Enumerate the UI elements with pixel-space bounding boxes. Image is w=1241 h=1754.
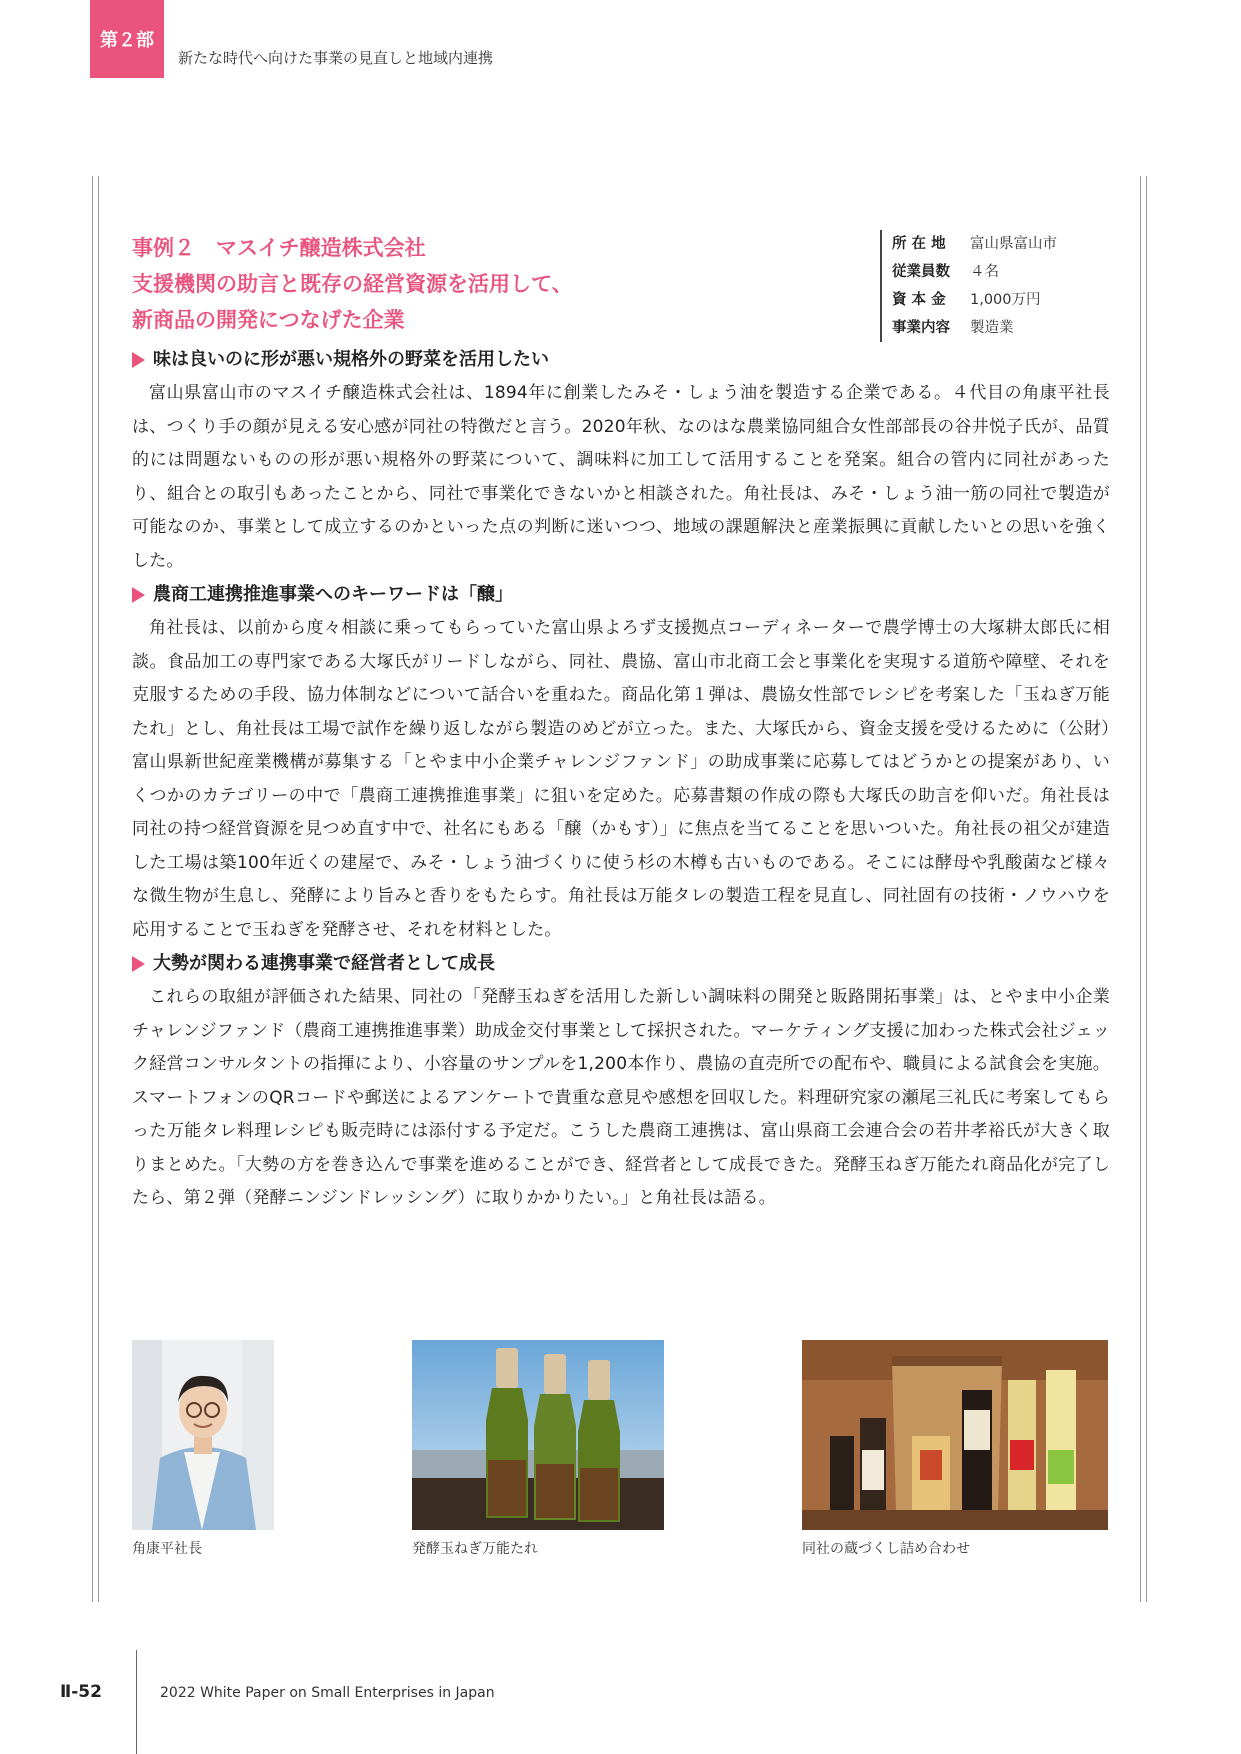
info-row-business: 事業内容 製造業: [892, 320, 1014, 336]
photo-caption-assortment: 同社の蔵づくし詰め合わせ: [802, 1541, 970, 1557]
photo-president: [132, 1340, 274, 1530]
product-assortment-image: [802, 1340, 1108, 1530]
triangle-bullet-icon: [132, 956, 145, 972]
photo-assortment: [802, 1340, 1108, 1530]
info-row-capital: 資 本 金 1,000万円: [892, 292, 1041, 308]
frame-right-bar: [1140, 176, 1147, 1602]
part-tab: [90, 0, 164, 78]
photo-onion-sauce: [412, 1340, 664, 1530]
case-title: [132, 230, 852, 338]
section-heading-3: 大勢が関わる連携事業で経営者として成長: [132, 951, 1110, 977]
frame-left-bar: [92, 176, 99, 1602]
photo-caption-onion-sauce: 発酵玉ねぎ万能たれ: [412, 1541, 538, 1557]
president-portrait-image: [132, 1340, 274, 1530]
case-title-line3: 新商品の開発につなげた企業: [132, 308, 405, 332]
photo-caption-president: 角康平社長: [132, 1541, 202, 1557]
info-row-employees: 従業員数 ４名: [892, 264, 999, 280]
case-title-line1: 事例２ マスイチ醸造株式会社: [132, 236, 426, 260]
triangle-bullet-icon: [132, 352, 145, 368]
section-paragraph-3: これらの取組が評価された結果、同社の「発酵玉ねぎを活用した新しい調味料の開発と販路開拓事業」は、とやま中小企業チャレンジファンド（農商工連携推進事業）助成金交付事業として採択された。マーケティング支援に加わった株式会社ジェック経営コンサルタントの指揮により、小容量のサンプルを1,200本作り、農協の直売所での配布や、職員による試食会を実施。スマートフォンのQRコードや郵送によるアンケートで貴重な意見や感想を回収した。料理研究家の瀬尾三礼氏に考案してもらった万能タレ料理レシピも販売時には添付する予定だ。こうした農商工連携は、富山県商工会連合会の若井孝裕氏が大きく取りまとめた。「大勢の方を巻き込んで事業を進めることができ、経営者として成長できた。発酵玉ねぎ万能たれ商品化が完了したら、第２弾（発酵ニンジンドレッシング）に取りかかりたい。」と角社長は語る。: [132, 987, 1110, 1208]
section-heading-2: 農商工連携推進事業へのキーワードは「醸」: [132, 582, 1110, 608]
page-number: Ⅱ-52: [60, 1682, 102, 1702]
publication-title: 2022 White Paper on Small Enterprises in Japan: [160, 1685, 495, 1701]
article-body: [132, 345, 1110, 1220]
company-info: [880, 230, 1057, 342]
part-label: 第２部: [100, 30, 154, 51]
section-paragraph-2: 角社長は、以前から度々相談に乗ってもらっていた富山県よろず支援拠点コーディネーターで農学博士の大塚耕太郎氏に相談。食品加工の専門家である大塚氏がリードしながら、同社、農協、富山市北商工会と事業化を実現する道筋や障壁、それを克服するための手段、協力体制などについて話合いを重ねた。商品化第１弾は、農協女性部でレシピを考案した「玉ねぎ万能たれ」とし、角社長は工場で試作を繰り返しながら製造のめどが立った。また、大塚氏から、資金支援を受けるために（公財）富山県新世紀産業機構が募集する「とやま中小企業チャレンジファンド」の助成事業に応募してはどうかとの提案があり、いくつかのカテゴリーの中で「農商工連携推進事業」に狙いを定めた。応募書類の作成の際も大塚氏の助言を仰いだ。角社長は同社の持つ経営資源を見つめ直す中で、社名にもある「醸（かもす）」に焦点を当てることを思いついた。角社長の祖父が建造した工場は築100年近くの建屋で、みそ・しょう油づくりに使う杉の木樽も古いものである。そこには酵母や乳酸菌など様々な微生物が生息し、発酵により旨みと香りをもたらす。角社長は万能タレの製造工程を見直し、同社固有の技術・ノウハウを応用することで玉ねぎを発酵させ、それを材料とした。: [132, 618, 1110, 940]
info-row-location: 所 在 地 富山県富山市: [892, 236, 1057, 252]
section-paragraph-1: 富山県富山市のマスイチ醸造株式会社は、1894年に創業したみそ・しょう油を製造する企業である。４代目の角康平社長は、つくり手の顔が見える安心感が同社の特徴だと言う。2020年秋、なのはな農業協同組合女性部部長の谷井悦子氏が、品質的には問題ないものの形が悪い規格外の野菜について、調味料に加工して活用することを発案。組合の管内に同社があったり、組合との取引もあったことから、同社で事業化できないかと相談された。角社長は、みそ・しょう油一筋の同社で製造が可能なのか、事業として成立するのかといった点の判断に迷いつつ、地域の課題解決と産業振興に貢献したいとの思いを強くした。: [132, 383, 1110, 571]
footer-divider: [136, 1650, 137, 1754]
triangle-bullet-icon: [132, 587, 145, 603]
case-title-line2: 支援機関の助言と既存の経営資源を活用して、: [132, 272, 573, 296]
header-title: 新たな時代へ向けた事業の見直しと地域内連携: [178, 49, 494, 67]
section-heading-1: 味は良いのに形が悪い規格外の野菜を活用したい: [132, 347, 1110, 373]
onion-sauce-bottles-image: [412, 1340, 664, 1530]
